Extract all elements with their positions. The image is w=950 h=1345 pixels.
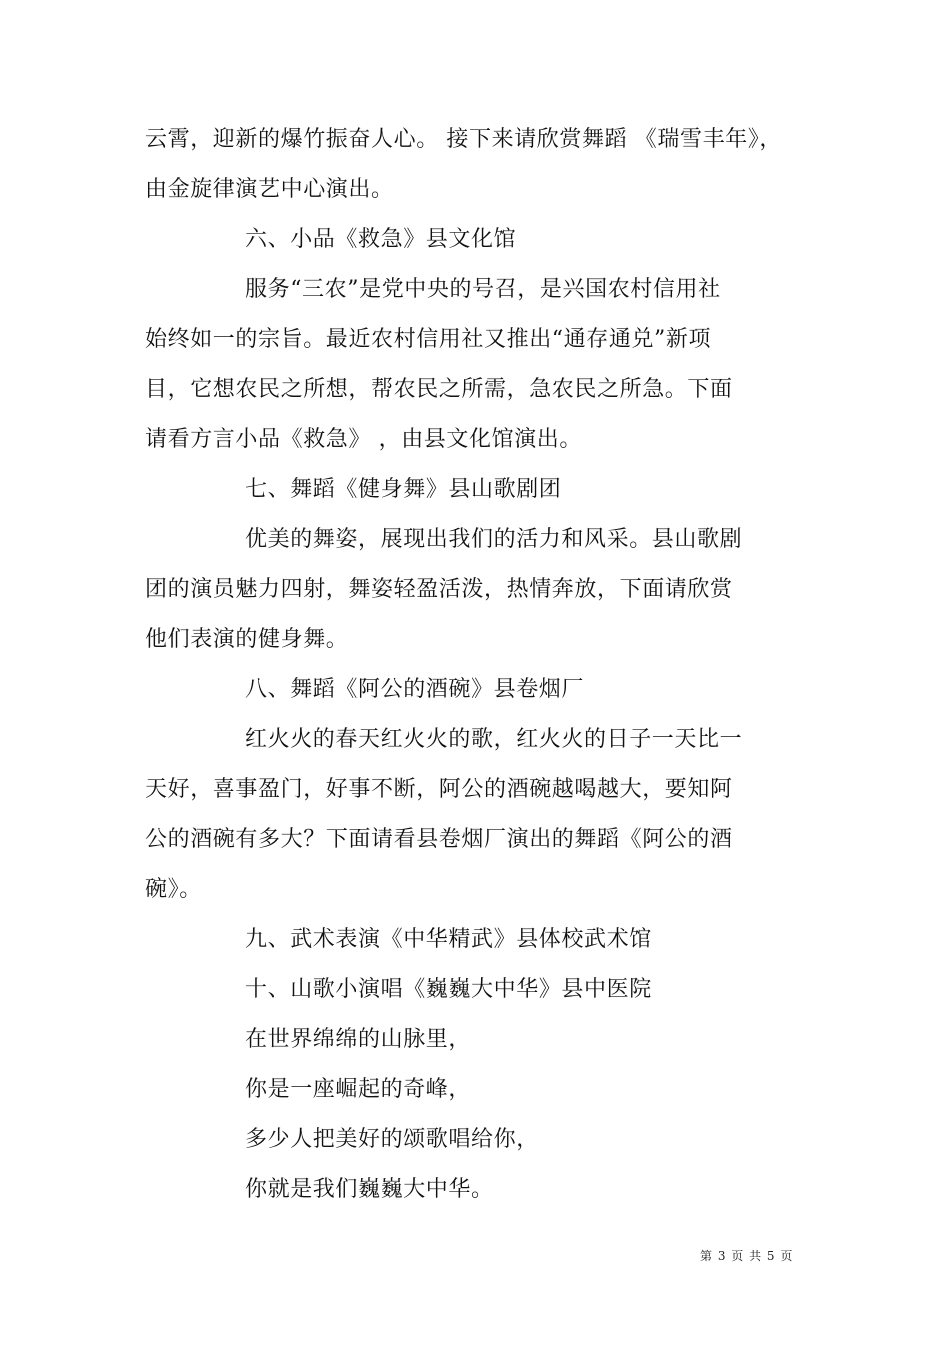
text-line: 天好，喜事盈门，好事不断，阿公的酒碗越喝越大，要知阿 [145,777,733,802]
text-line: 红火火的春天红火火的歌，红火火的日子一天比一 [245,727,743,752]
text-line: 云霄，迎新的爆竹振奋人心。 接下来请欣赏舞蹈 《瑞雪丰年》， [145,127,782,152]
text-line: 碗》。 [145,877,202,902]
section-heading: 十、山歌小演唱《巍巍大中华》县中医院 [245,977,652,1002]
text-line: 服务“三农”是党中央的号召，是兴国农村信用社 [245,277,721,302]
text-line: 他们表演的健身舞。 [145,627,349,652]
text-line: 由金旋律演艺中心演出。 [145,177,394,202]
section-heading: 八、舞蹈《阿公的酒碗》县卷烟厂 [245,677,585,702]
text-line: 优美的舞姿，展现出我们的活力和风采。县山歌剧 [245,527,743,552]
section-heading: 六、小品《救急》县文化馆 [245,227,517,252]
text-line: 团的演员魅力四射，舞姿轻盈活泼，热情奔放，下面请欣赏 [145,577,733,602]
text-line: 公的酒碗有多大？下面请看县卷烟厂演出的舞蹈《阿公的酒 [145,827,733,852]
page-number-footer: 第 3 页 共 5 页 [700,1249,794,1263]
lyric-line: 多少人把美好的颂歌唱给你， [245,1127,539,1152]
lyric-line: 在世界绵绵的山脉里， [245,1027,472,1052]
text-line: 目，它想农民之所想，帮农民之所需，急农民之所急。下面 [145,377,733,402]
lyric-line: 你就是我们巍巍大中华。 [245,1177,494,1202]
text-line: 请看方言小品《救急》 ，由县文化馆演出。 [145,427,582,452]
section-heading: 九、武术表演《中华精武》县体校武术馆 [245,927,652,952]
section-heading: 七、舞蹈《健身舞》县山歌剧团 [245,477,562,502]
lyric-line: 你是一座崛起的奇峰， [245,1077,472,1102]
text-line: 始终如一的宗旨。最近农村信用社又推出“通存通兑”新项 [145,327,712,352]
